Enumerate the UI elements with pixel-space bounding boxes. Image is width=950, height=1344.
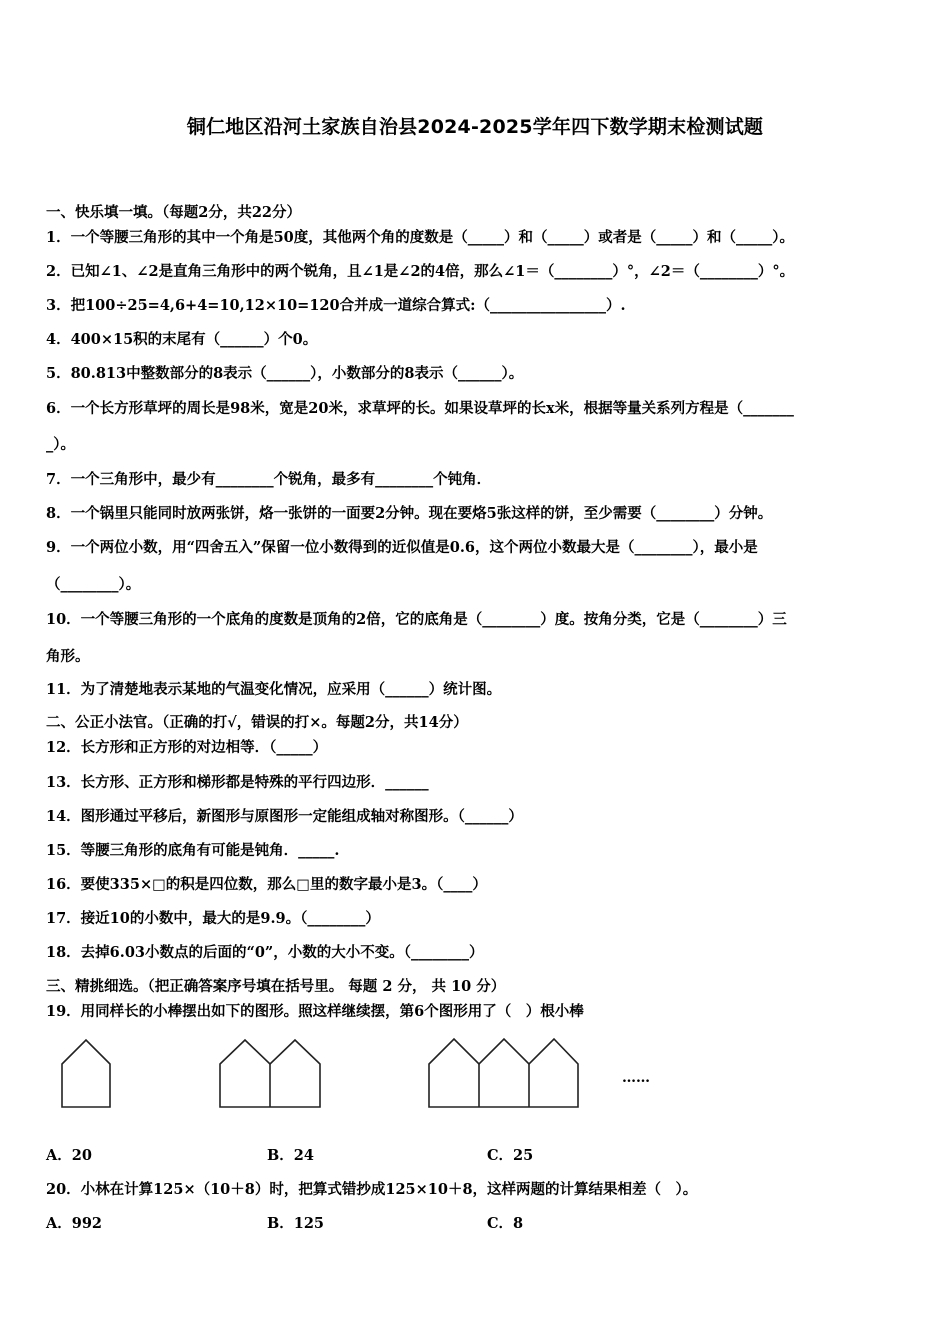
question-4: 4．400×15积的末尾有（______）个0。 (46, 331, 318, 348)
section-3-heading: 三、精挑细选。（把正确答案序号填在括号里。 每题 2 分， 共 10 分） (46, 978, 506, 995)
question-19: 19．用同样长的小棒摆出如下的图形。照这样继续摆，第6个图形用了（ ）根小棒 (46, 1003, 584, 1020)
question-5: 5．80.813中整数部分的8表示（______），小数部分的8表示（______）。 (46, 365, 524, 382)
question-8: 8．一个锅里只能同时放两张饼，烙一张饼的一面要2分钟。现在要烙5张这样的饼，至少需要（________）分钟。 (46, 505, 773, 522)
question-2: 2．已知∠1、∠2是直角三角形中的两个锐角，且∠1是∠2的4倍，那么∠1＝（________）°，∠2＝（________）°。 (46, 263, 795, 280)
house-figure-2 (220, 1040, 320, 1107)
page-title: 铜仁地区沿河土家族自治县2024-2025学年四下数学期末检测试题 (186, 116, 764, 138)
question-13: 13．长方形、正方形和梯形都是特殊的平行四边形．______ (46, 774, 429, 791)
question-20: 20．小林在计算125×（10＋8）时，把算式错抄成125×10＋8，这样两题的计算结果相差（ ）。 (46, 1181, 698, 1198)
option-c: C．25 (487, 1147, 534, 1164)
question-12: 12．长方形和正方形的对边相等．（_____） (46, 739, 328, 756)
question-17: 17．接近10的小数中，最大的是9.9。（________） (46, 910, 380, 927)
option-a: A．20 (46, 1147, 92, 1164)
option-b: B．125 (267, 1215, 325, 1232)
question-11: 11．为了清楚地表示某地的气温变化情况，应采用（______）统计图。 (46, 681, 502, 698)
continuation-dots: …… (622, 1070, 650, 1086)
question-7: 7．一个三角形中，最少有________个锐角，最多有________个钝角． (46, 471, 492, 488)
question-1: 1．一个等腰三角形的其中一个角是50度，其他两个角的度数是（_____）和（_____）或者是（_____）和（_____）。 (46, 229, 795, 246)
question-6-line-2: _）。 (46, 436, 75, 453)
question-9-line-2: （________）。 (46, 576, 141, 593)
option-b: B．24 (267, 1147, 314, 1164)
section-2-heading: 二、公正小法官。（正确的打√，错误的打×。每题2分，共14分） (46, 714, 468, 731)
question-10-line-1: 10．一个等腰三角形的一个底角的度数是顶角的2倍，它的底角是（________）度。按角分类，它是（________）三 (46, 611, 787, 628)
question-6-line-1: 6．一个长方形草坪的周长是98米，宽是20米，求草坪的长。如果设草坪的长x米，根据等量关系列方程是（_______ (46, 400, 794, 417)
house-figure-1 (62, 1040, 110, 1107)
question-16: 16．要使335×□的积是四位数，那么□里的数字最小是3。（____） (46, 876, 487, 893)
question-14: 14．图形通过平移后，新图形与原图形一定能组成轴对称图形。（______） (46, 808, 523, 825)
question-9-line-1: 9．一个两位小数，用“四舍五入”保留一位小数得到的近似值是0.6，这个两位小数最大是（________），最小是 (46, 539, 758, 556)
question-18: 18．去掉6.03小数点的后面的“0”，小数的大小不变。（________） (46, 944, 484, 961)
section-1-heading: 一、快乐填一填。（每题2分，共22分） (46, 204, 302, 221)
question-15: 15．等腰三角形的底角有可能是钝角．_____. (46, 842, 340, 859)
house-figure-3 (429, 1039, 578, 1107)
question-3: 3．把100÷25=4,6+4=10,12×10=120合并成一道综合算式:（________________）. (46, 297, 626, 314)
option-a: A．992 (46, 1215, 103, 1232)
question-10-line-2: 角形。 (46, 648, 90, 665)
option-c: C．8 (487, 1215, 524, 1232)
